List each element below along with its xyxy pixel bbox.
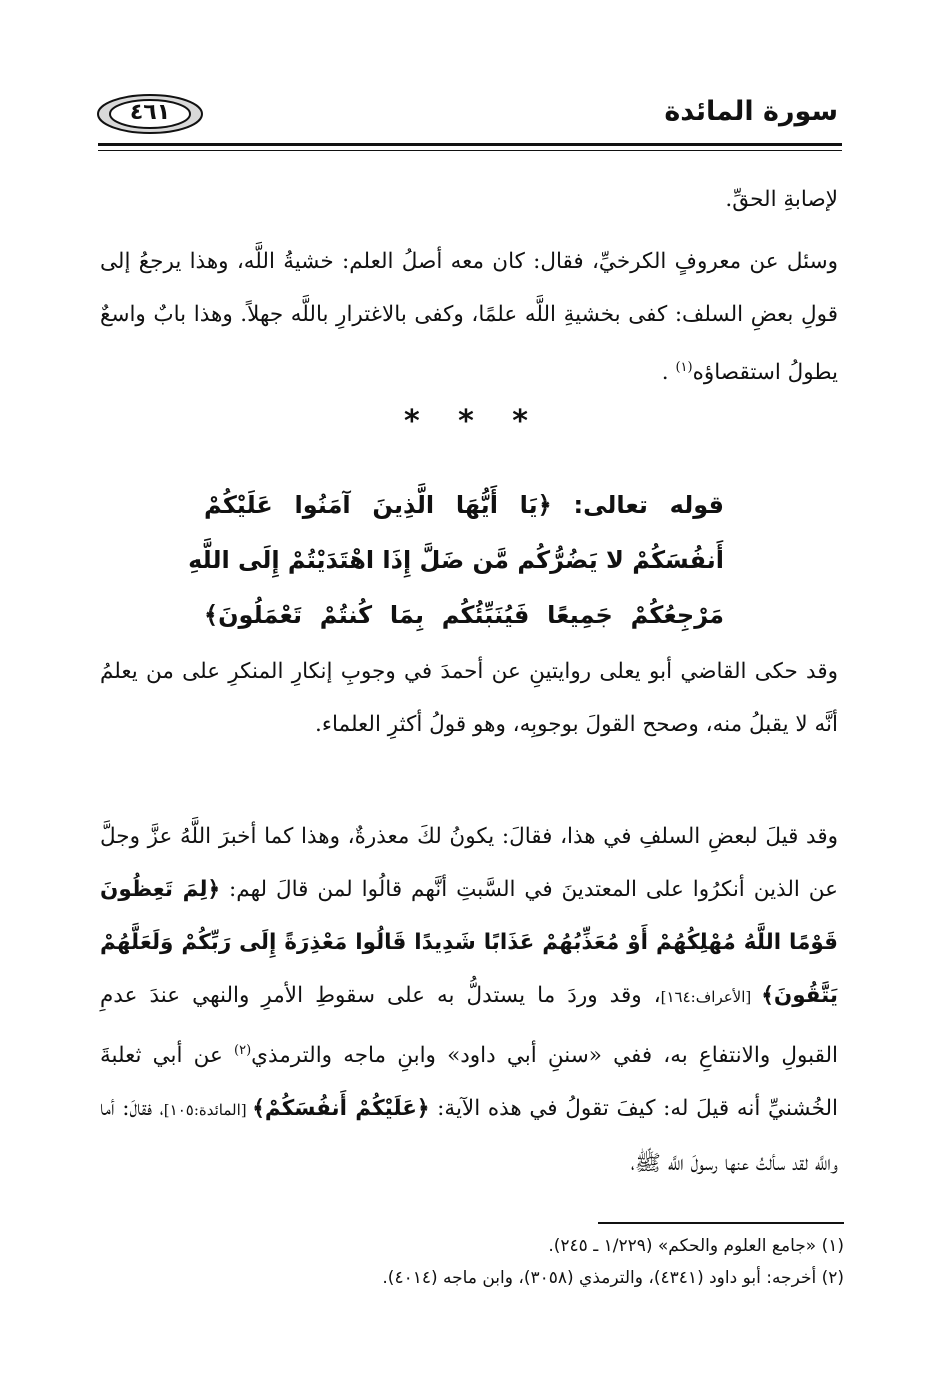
footnote-2: (٢) أخرجه: أبو داود (٤٣٤١)، والترمذي (٣٠٥٨)، وابن ماجه (٤٠١٤). xyxy=(382,1268,844,1288)
footnote-rule xyxy=(598,1222,844,1224)
paragraph-4-text-c: عن أبي ثعلبةَ الخُشنيِّ أنه قيلَ له: كيفَ تقولُ في هذه الآية: xyxy=(100,1043,838,1122)
paragraph-2 xyxy=(100,235,838,399)
section-separator: * * * xyxy=(404,404,542,439)
footnote-ref-1: (١) xyxy=(675,360,693,375)
paragraph-4-text-a: وقد قيلَ لبعضِ السلفِ في هذا، فقالَ: يكونُ لكَ معذرةٌ، وهذا كما أخبرَ اللَّهُ عزَّ وجلَّ عن الذين أنكرُوا على المعتدينَ في السَّبتِ أنَّهم قالُوا لمن قالَ لهم: xyxy=(100,824,838,902)
paragraph-2-end: . xyxy=(661,360,676,386)
quran-quote: ﴿لِمَ تَعِظُونَ قَوْمًا اللَّهُ مُهْلِكُهُمْ أَوْ مُعَذِّبُهُمْ عَذَابًا شَدِيدًا قَالُوا مَعْذِرَةً إِلَى رَبِّكُمْ وَلَعَلَّهُمْ يَتَّقُونَ﴾ xyxy=(100,877,839,1008)
paragraph-4 xyxy=(100,810,838,1190)
header-rule xyxy=(98,143,842,146)
verse-block xyxy=(188,478,724,643)
footnote-ref-2: (٢) xyxy=(234,1043,252,1058)
quran-quote-2: ﴿عَلَيْكُمْ أَنفُسَكُمْ﴾ xyxy=(252,1096,430,1122)
paragraph-2-text: وسئل عن معروفٍ الكرخيِّ، فقال: كان معه أصلُ العلم: خشيةُ اللَّه، وهذا يرجعُ إلى قولِ بعضِ السلف: كفى بخشيةِ اللَّه علمًا، وكفى بالاغترارِ باللَّه جهلاً. وهذا بابٌ واسعٌ يطولُ استقصاؤه xyxy=(100,249,838,386)
verse-line: قوله تعالى: ﴿يَا أَيُّهَا الَّذِينَ آمَنُوا عَلَيْكُمْ xyxy=(204,491,724,519)
verse-reference-2: [المائدة:١٠٥] xyxy=(163,1101,253,1120)
paragraph-4-text-b: ، وقد وردَ ما يستدلُّ به على سقوطِ الأمرِ والنهي عندَ عدمِ القبولِ والانتفاعِ به، ففي «سننِ أبي داود» وابنِ ماجه والترمذي xyxy=(100,983,838,1069)
paragraph-1: لإصابةِ الحقِّ. xyxy=(725,187,838,212)
paragraph-4-text-d: ، فقالَ: أما واللَّه لقد سألتُ عنها رسولَ اللَّه ﷺ، xyxy=(100,1096,838,1177)
verse-line: مَرْجِعُكُمْ جَمِيعًا فَيُنَبِّئُكُم بِمَا كُنتُمْ تَعْمَلُونَ﴾ xyxy=(204,601,724,629)
footnote-1: (١) «جامع العلوم والحكم» (١/٢٢٩ ـ ٢٤٥). xyxy=(548,1236,844,1256)
page-number-badge xyxy=(96,92,204,136)
verse-line: أَنفُسَكُمْ لا يَضُرُّكُم مَّن ضَلَّ إِذَا اهْتَدَيْتُمْ إِلَى اللَّهِ xyxy=(188,546,724,574)
header-rule-thin xyxy=(98,150,842,151)
page-number: ٤٦١ xyxy=(129,100,171,125)
surah-title: سورة المائدة xyxy=(664,96,838,127)
paragraph-3: وقد حكى القاضي أبو يعلى روايتينِ عن أحمدَ في وجوبِ إنكارِ المنكرِ على من يعلمُ أنَّه لا يقبلُ منه، وصحح القولَ بوجوبِه، وهو قولُ أكثرِ العلماء. xyxy=(100,659,838,737)
verse-reference: [الأعراف:١٦٤] xyxy=(660,988,762,1006)
